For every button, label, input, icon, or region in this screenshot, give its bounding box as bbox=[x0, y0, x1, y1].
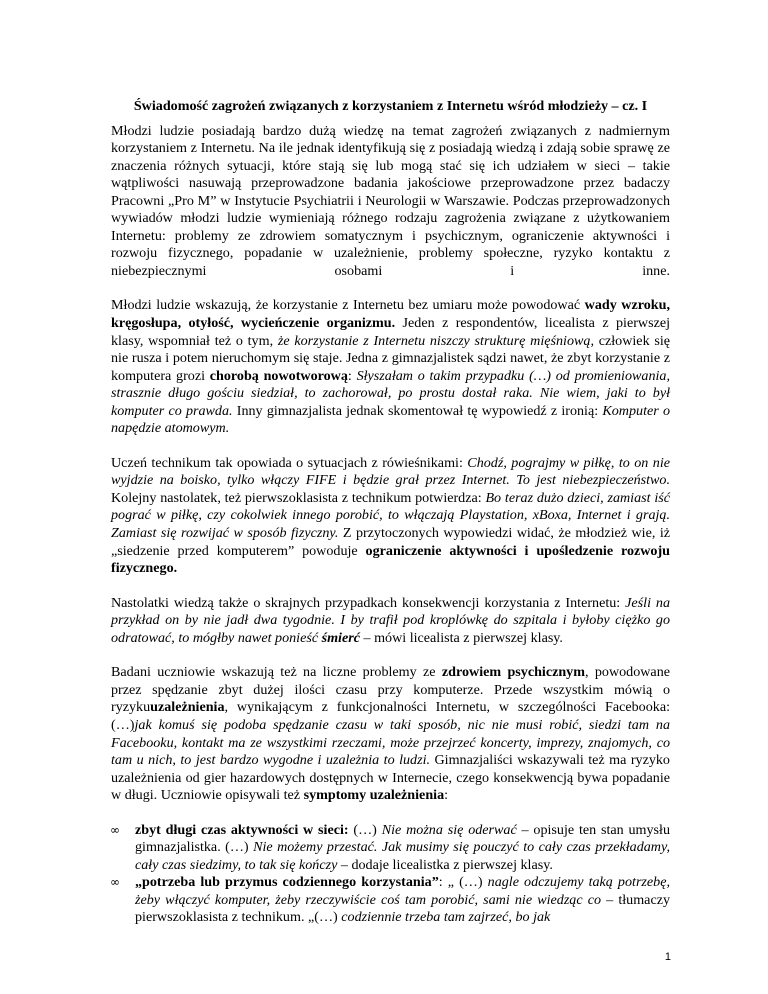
document-title: Świadomość zagrożeń związanych z korzystaniem z Internetu wśród młodzieży – cz. I bbox=[133, 98, 648, 114]
bold-run: zdrowiem psychicznym bbox=[441, 664, 585, 681]
text-run: : „ (…) bbox=[438, 874, 488, 891]
italic-run: Chodź, pograjmy w piłkę, to on nie wyjdzie na boisko, tylko włączy FIFE i będzie grał przez Internet. To jest niebezpieczeństwo. bbox=[111, 454, 670, 489]
text-run: Młodzi ludzie wskazują, że korzystanie z Internetu bez umiaru może powodować bbox=[111, 297, 585, 314]
italic-run: Bo teraz dużo dzieci, zamiast iść pograć w piłkę, czy cokolwiek innego porobić, to włączają Playstation, xBoxa, Internet i grają. Zamiast się rozwijać w sposób fizyczny. bbox=[111, 489, 670, 542]
paragraph-mental-health bbox=[111, 664, 670, 804]
italic-run: śmierć bbox=[321, 629, 360, 646]
text-run: – mówi licealista z pierwszej klasy. bbox=[359, 629, 563, 646]
italic-run: Słyszałam o takim przypadku (…) od promieniowania, strasznie długo gościu siedział, to zachorował, po prostu dostał raka. Nie wiem, jaki to był komputer co prawda. bbox=[111, 367, 670, 419]
text-run: Kolejny nastolatek, też pierwszoklasista z technikum potwierdza: bbox=[111, 489, 486, 506]
italic-run: Nie możemy przestać. Jak musimy się pouczyć to cały czas przekładamy, cały czas siedzimy, to tak się kończy bbox=[135, 839, 670, 873]
italic-run: Nie można się oderwać bbox=[381, 821, 517, 838]
text-run: : bbox=[347, 367, 357, 384]
paragraph-extreme-cases bbox=[111, 595, 670, 648]
text-run: : bbox=[444, 787, 449, 804]
symptoms-list bbox=[111, 822, 670, 927]
bold-run: symptomy uzależnienia bbox=[303, 787, 445, 804]
italic-run: nagle odczujemy taką potrzebę, żeby włączyć komputer, żeby rzeczywiście coś tam porobić, sami nie wiedząc co bbox=[135, 874, 670, 908]
infinity-bullet-icon: ∞ bbox=[110, 822, 120, 837]
list-item bbox=[111, 822, 670, 875]
text-run: Badani uczniowie wskazują też na liczne problemy ze bbox=[111, 664, 442, 681]
text-run: Nastolatki wiedzą także o skrajnych przypadkach konsekwencji korzystania z Internetu: bbox=[111, 594, 626, 611]
text-run: – tłumaczy pierwszoklasista z technikum. „(…) bbox=[135, 891, 670, 926]
bold-run: wady wzroku, kręgosłupa, otyłość, wycieńczenie organizmu. bbox=[111, 297, 670, 332]
italic-run: że korzystanie z Internetu niszczy strukturę mięśniową, bbox=[277, 332, 594, 349]
page-number: 1 bbox=[664, 951, 671, 963]
text-run: Uczeń technikum tak opowiada o sytuacjach z rówieśnikami: bbox=[111, 454, 468, 471]
text-run: Z przytoczonych wypowiedzi widać, że młodzież wie, iż „siedzenie przed komputerem” powoduje bbox=[111, 525, 670, 559]
italic-run: Komputer o napędzie atomowym. bbox=[111, 402, 670, 437]
italic-run: jak komuś się podoba spędzanie czasu w taki sposób, nic nie musi robić, siedzi tam na Facebooku, kontakt ma ze wszystkimi rzeczami, może przejrzeć koncerty, imprezy, znajomych, co tam u nich, to jest bardzo wygodne i uzależnia to ludzi. bbox=[111, 716, 670, 769]
italic-run: Jeśli na przykład on by nie jadł dwa tygodnie. I by trafił pod kroplówkę do szpitala i byłoby ciężko go odratować, to mógłby nawet ponieść bbox=[111, 594, 671, 646]
text-run: Inny gimnazjalista jednak skomentował tę wypowiedź z ironią: bbox=[232, 402, 603, 419]
text-run: – dodaje licealistka z pierwszej klasy. bbox=[337, 856, 553, 873]
text-run: Gimnazjaliści wskazywali też ma ryzyko uzależnienia od gier hazardowych dostępnych w Internecie, czego konsekwencją bywa popadanie w długi. Uczniowie opisywali też bbox=[111, 752, 670, 804]
text-run: Jeden z respondentów, licealista z pierwszej klasy, wspomniał też o tym, bbox=[111, 315, 671, 349]
document-body bbox=[111, 98, 670, 927]
bold-run: uzależnienia bbox=[150, 699, 225, 716]
bold-run: chorobą nowotworową bbox=[209, 367, 348, 384]
infinity-bullet-icon: ∞ bbox=[110, 875, 120, 890]
paragraph-intro: Młodzi ludzie posiadają bardzo dużą wiedzę na temat zagrożeń związanych z nadmiernym korzystaniem z Internetu. Na ile jednak identyfikują się z posiadają wiedzą i zdają sobie sprawę ze znaczenia różnych sytuacji, które stają się lub mogą stać się ich udziałem w sieci – takie wątpliwości nasuwają przeprowadzone badania jakościowe przeprowadzone przez badaczy Pracowni „Pro M” w Instytucie Psychiatrii i Neurologii w Warszawie. Podczas przeprowadzonych wywiadów młodzi ludzie wymieniają różnego rodzaju zagrożenia związane z użytkowaniem Internetu: problemy ze zdrowiem somatycznym i psychicznym, ograniczenie aktywności i rozwoju fizycznego, popadanie w uzależnienie, problemy społeczne, ryzyko kontaktu z niebezpiecznymi osobami i inne. bbox=[111, 122, 670, 279]
text-run: , powodowane przez spędzanie zbyt dużej ilości czasu przy komputerze. Przede wszystkim mówią o ryzyku bbox=[111, 664, 670, 716]
paragraph-physical-activity bbox=[111, 455, 670, 578]
bold-run: zbyt długi czas aktywności w sieci: bbox=[135, 821, 349, 838]
paragraph-physical-health bbox=[111, 297, 670, 437]
text-run: , wynikającym z funkcjonalności Internetu, w szczególności Facebooka: (…) bbox=[111, 699, 670, 733]
bold-run: ograniczenie aktywności i upośledzenie rozwoju fizycznego. bbox=[111, 542, 671, 577]
text-run: (…) bbox=[348, 821, 382, 838]
text-run: człowiek się nie rusza i potem nieruchomym się staje. Jedna z gimnazjalistek sądzi nawet, że zbyt korzystanie z komputera grozi bbox=[111, 332, 671, 384]
italic-run: codziennie trzeba tam zajrzeć, bo jak bbox=[341, 909, 551, 926]
list-item bbox=[111, 874, 670, 927]
bold-italic-run bbox=[322, 630, 360, 646]
bold-run: „potrzeba lub przymus codziennego korzystania” bbox=[135, 874, 439, 891]
text-run: – opisuje ten stan umysłu gimnazjalistka. (…) bbox=[135, 821, 671, 856]
